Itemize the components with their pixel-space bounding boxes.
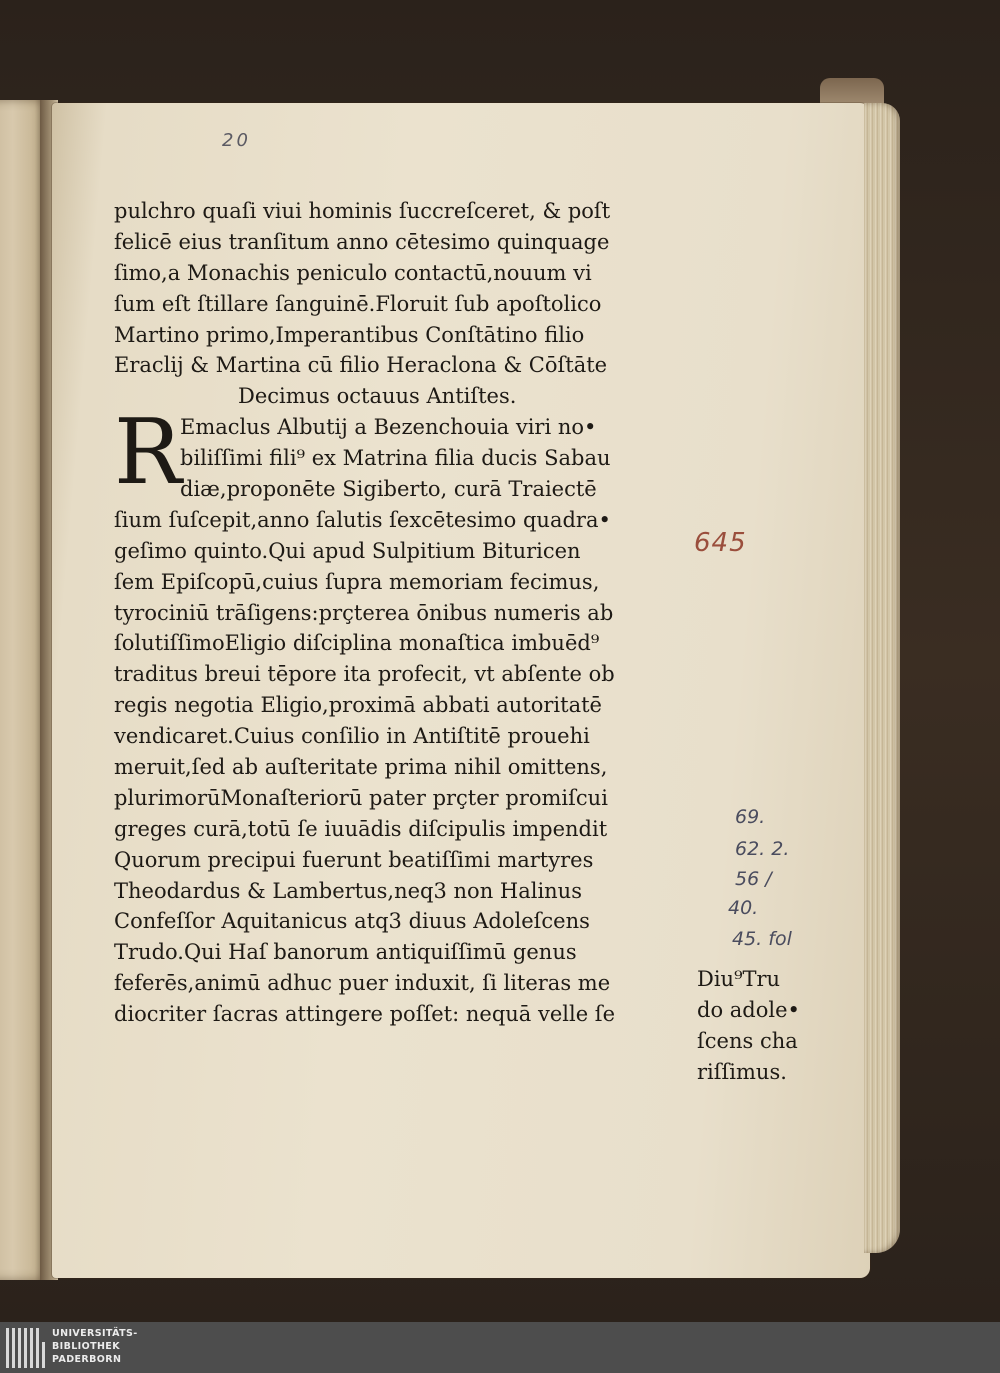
- pencil-annotation: 62. 2.: [735, 838, 790, 860]
- text-line: greges curā,totū ſe iuuādis diſcipulis impendit: [114, 816, 608, 841]
- text-line: ſum eſt ſtillare ſanguinē.Floruit ſub apoſtolico: [114, 291, 602, 316]
- text-line: biliſſimi fili⁹ ex Matrina filia ducis Sabau: [180, 446, 611, 471]
- section-heading: Decimus octauus Antiſtes.: [238, 384, 517, 409]
- text-line: geſimo quinto.Qui apud Sulpitium Bituricen: [114, 538, 581, 563]
- library-name: [52, 1327, 138, 1366]
- side-note-line: do adole•: [697, 998, 800, 1022]
- text-line: feferēs,animū adhuc puer induxit, ſi literas me: [114, 971, 611, 996]
- text-line: Theodardus & Lambertus,neq3 non Halinus: [114, 878, 582, 903]
- text-line: ſem Epiſcopū,cuius ſupra memoriam fecimus,: [114, 569, 600, 594]
- text-line: Emaclus Albutij a Bezenchouia viri no•: [180, 415, 597, 440]
- text-line: tyrociniū trāſigens:prçterea ōnibus numeris ab: [114, 600, 614, 625]
- library-line: BIBLIOTHEK: [52, 1341, 120, 1352]
- top-page-stain: [820, 78, 884, 106]
- drop-capital: R: [114, 400, 182, 506]
- text-line: Martino primo,Imperantibus Conſtātino filio: [114, 322, 585, 347]
- dropcap-paragraph: [114, 400, 694, 506]
- page-edges: [864, 103, 900, 1253]
- library-line: PADERBORN: [52, 1354, 122, 1365]
- library-line: UNIVERSITÄTS-: [52, 1328, 138, 1339]
- pencil-annotation: 45. fol: [732, 928, 792, 950]
- text-line: vendicaret.Cuius conſilio in Antiſtitē prouehi: [114, 724, 590, 749]
- library-logo-icon: [6, 1328, 44, 1368]
- pencil-annotation: 40.: [728, 897, 759, 919]
- pencil-annotation: 69.: [735, 806, 766, 828]
- text-line: Quorum precipui fuerunt beatiſſimi martyres: [114, 847, 594, 872]
- text-line: meruit,ſed ab auſteritate prima nihil omittens,: [114, 755, 608, 780]
- text-line: felicē eius tranſitum anno cētesimo quinquage: [114, 229, 610, 254]
- text-line: Trudo.Qui Haſ banorum antiquiſſimū genus: [114, 940, 577, 965]
- text-line: diæ,proponēte Sigiberto, curā Traiectē: [180, 477, 597, 502]
- side-note-line: Diu⁹Tru: [697, 967, 781, 991]
- text-line: ſium ſuſcepit,anno ſalutis ſexcētesimo quadra•: [114, 507, 611, 532]
- red-ink-annotation: 645: [694, 528, 747, 558]
- text-line: traditus breui tēpore ita profecit, vt abſente ob: [114, 662, 615, 687]
- text-line: ſolutiſſimoEligio diſciplina monaſtica imbuēd⁹: [114, 631, 600, 656]
- text-line: diocriter ſacras attingere poſſet: nequā velle ſe: [114, 1002, 616, 1027]
- text-line: Confeſſor Aquitanicus atq3 diuus Adoleſcens: [114, 909, 590, 934]
- text-line: plurimorūMonaſteriorū pater prçter promiſcui: [114, 785, 608, 810]
- text-line: pulchro quaſi viui hominis ſuccreſceret, & poſt: [114, 199, 611, 223]
- side-note-line: ſcens cha: [697, 1029, 798, 1053]
- text-line: Eraclij & Martina cū filio Heraclona & Cōſtāte: [114, 353, 608, 378]
- library-footer: [0, 1322, 1000, 1373]
- text-line: ſimo,a Monachis peniculo contactū,nouum vi: [114, 260, 592, 285]
- main-text-block: [114, 196, 694, 1030]
- text-line: regis negotia Eligio,proximā abbati autoritatē: [114, 693, 602, 718]
- side-note-line: riſſimus.: [697, 1060, 787, 1084]
- pencil-annotation: 56 /: [735, 868, 772, 890]
- folio-number: 20: [222, 130, 251, 151]
